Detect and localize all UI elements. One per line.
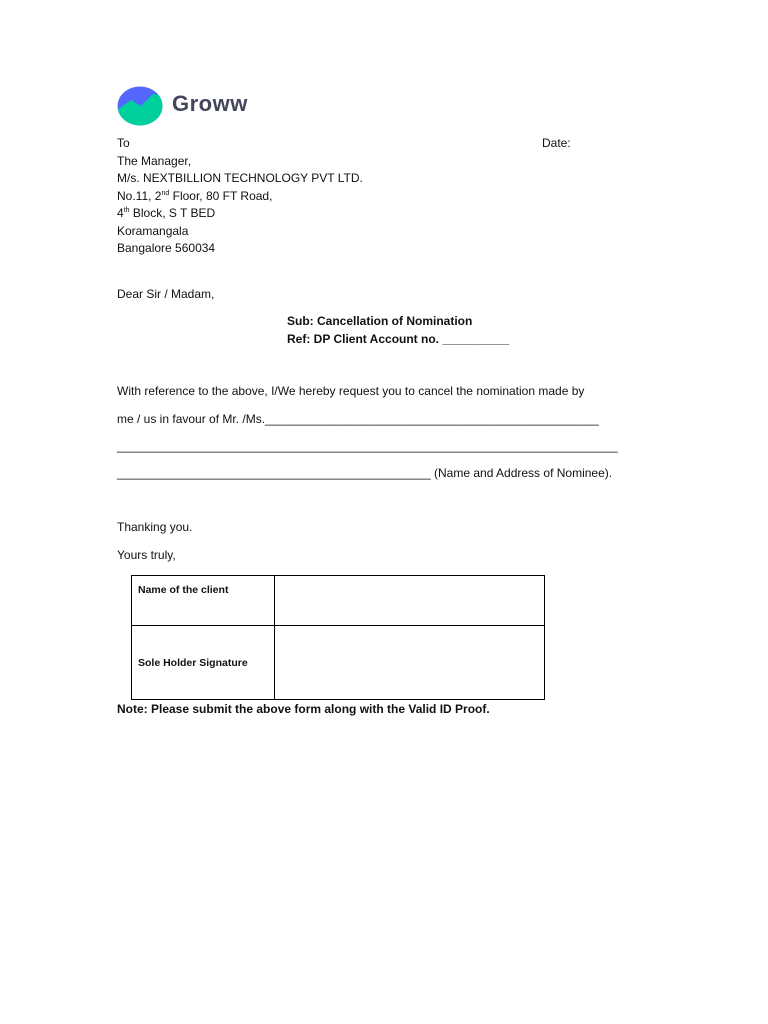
client-name-cell[interactable] xyxy=(275,576,545,626)
client-name-label: Name of the client xyxy=(132,576,275,626)
address-line-2: M/s. NEXTBILLION TECHNOLOGY PVT LTD. xyxy=(117,171,363,185)
signature-cell[interactable] xyxy=(275,626,545,700)
closing-text: Yours truly, xyxy=(117,548,176,562)
body-line-4: _______________________________________________ (Name and Address of Nominee). xyxy=(117,466,613,480)
address-line-1: The Manager, xyxy=(117,153,192,168)
address-line-3: No.11, 2nd Floor, 80 FT Road, xyxy=(117,188,273,203)
brand-name: Groww xyxy=(172,91,248,116)
body-line-3: ___________________________________________________________________________ xyxy=(117,439,618,453)
body-line-2: me / us in favour of Mr. /Ms.__________________________________________________ xyxy=(117,412,599,426)
client-signature-table xyxy=(131,575,545,700)
body-line-1: With reference to the above, I/We hereby request you to cancel the nomination made by xyxy=(117,384,585,398)
thanks-text: Thanking you. xyxy=(117,520,193,534)
salutation: Dear Sir / Madam, xyxy=(117,287,215,301)
subject-line: Sub: Cancellation of Nomination xyxy=(287,314,473,328)
address-line-6: Bangalore 560034 xyxy=(117,241,216,255)
groww-logo xyxy=(117,86,267,126)
groww-logo-icon xyxy=(117,86,163,126)
date-label: Date: xyxy=(542,136,571,150)
table-row xyxy=(132,626,545,700)
address-line-5: Koramangala xyxy=(117,223,189,238)
note-text: Note: Please submit the above form along with the Valid ID Proof. xyxy=(117,702,490,716)
signature-label: Sole Holder Signature xyxy=(132,626,275,700)
address-line-4: 4th Block, S T BED xyxy=(117,206,216,220)
to-label: To xyxy=(117,136,130,150)
table-row xyxy=(132,576,545,626)
reference-line: Ref: DP Client Account no. __________ xyxy=(287,331,510,346)
